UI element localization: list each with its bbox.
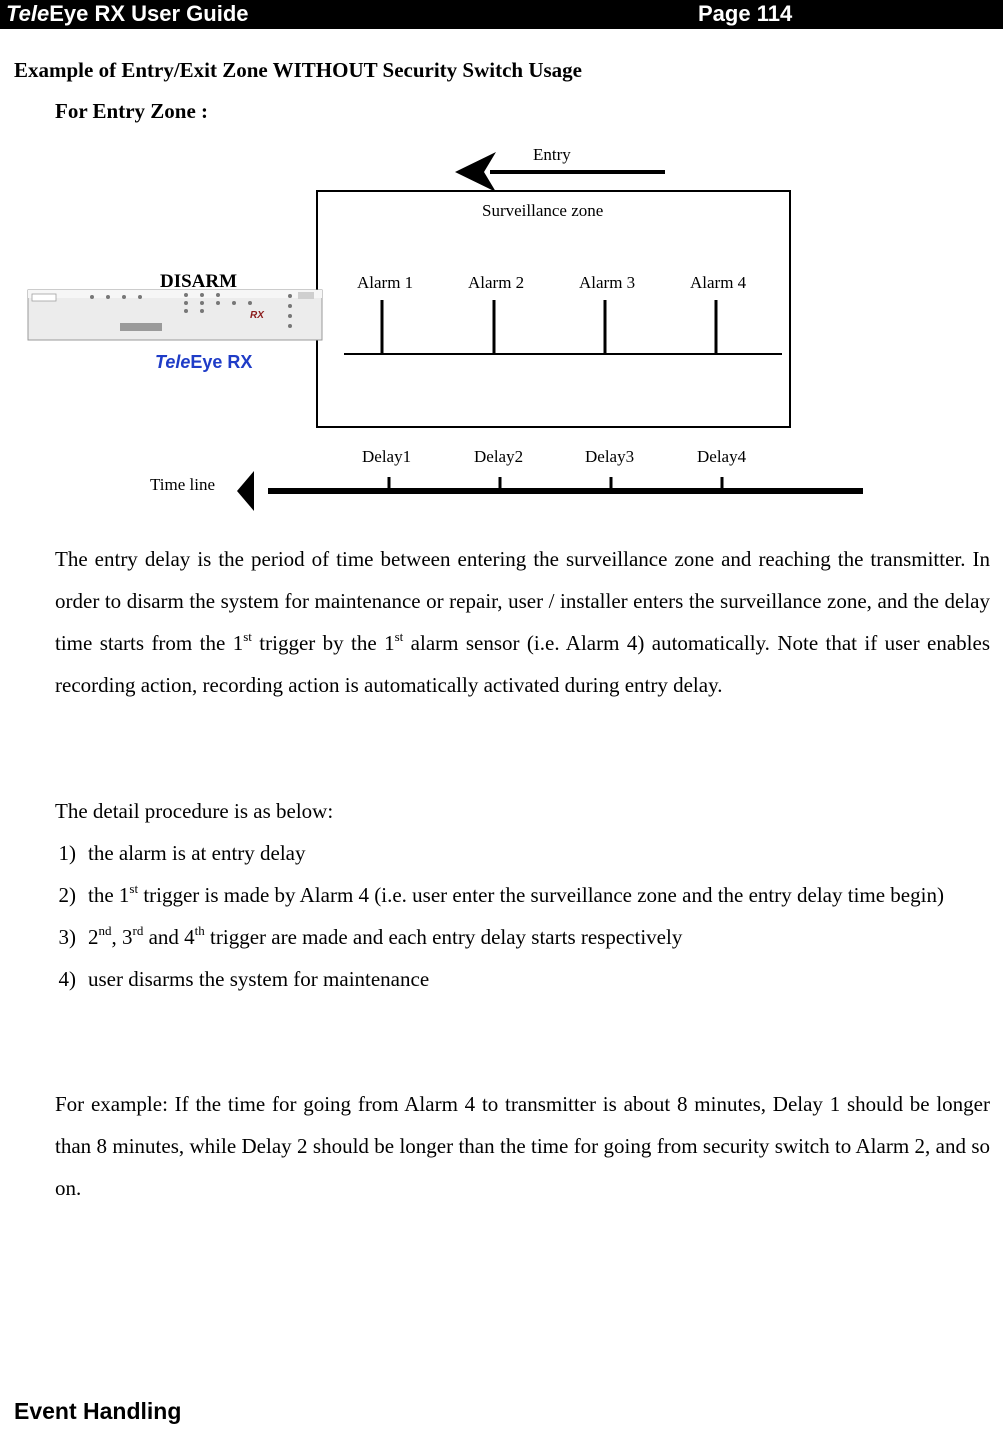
delay-4-label: Delay4 [697, 447, 747, 466]
timeline-arrow-head [237, 471, 254, 511]
section-title: Example of Entry/Exit Zone WITHOUT Security Switch Usage [14, 58, 582, 82]
guide-title: TeleEye RX User Guide [6, 1, 249, 26]
entry-arrow-head [455, 152, 496, 192]
list-item: 4) user disarms the system for maintenance [58, 967, 430, 991]
example-paragraph: For example: If the time for going from Alarm 4 to transmitter is about 8 minutes, Delay 1 should be longer than 8 minutes, while Delay 2 should be longer than the time for going from security switch to Alarm 2, and so on. [55, 1092, 990, 1200]
page-footer: Event Handling [14, 1398, 182, 1424]
alarm-3-label: Alarm 3 [579, 273, 636, 292]
page-header [0, 0, 1003, 29]
list-item: 1) the alarm is at entry delay [58, 841, 306, 865]
page-number: Page 114 [698, 1, 793, 26]
timeline-label: Time line [150, 475, 216, 494]
disarm-label: DISARM [160, 271, 238, 292]
delay-2-label: Delay2 [474, 447, 524, 466]
delay-3-label: Delay3 [585, 447, 635, 466]
entry-label: Entry [533, 145, 571, 164]
entry-delay-paragraph: The entry delay is the period of time between entering the surveillance zone and reaching the transmitter. In order to disarm the system for maintenance or repair, user / installer enters the surveillance zone, and the delay time starts from the 1st trigger by the 1st alarm sensor (i.e. Alarm 4) automatically. Note that if user enables recording action, recording action is automatically activated during entry delay. [55, 547, 990, 697]
device-name-label: TeleEye RX [155, 352, 253, 372]
procedure-intro: The detail procedure is as below: [55, 799, 334, 823]
list-item: 3) 2nd, 3rd and 4th trigger are made and each entry delay starts respectively [58, 923, 683, 949]
alarm-2-label: Alarm 2 [468, 273, 525, 292]
entry-zone-diagram [0, 140, 1003, 520]
alarm-4-label: Alarm 4 [690, 273, 747, 292]
list-item: 2) the 1st trigger is made by Alarm 4 (i.e. user enter the surveillance zone and the entry delay time begin) [58, 881, 944, 907]
teleeye-rx-device-image [28, 290, 322, 340]
alarm-1-label: Alarm 1 [357, 273, 414, 292]
device-logo-text: RX [250, 310, 264, 321]
procedure-list [40, 832, 990, 1000]
surveillance-zone-label: Surveillance zone [482, 201, 604, 220]
subsection-title: For Entry Zone : [55, 99, 209, 123]
delay-1-label: Delay1 [362, 447, 412, 466]
surveillance-zone-box [317, 191, 790, 427]
